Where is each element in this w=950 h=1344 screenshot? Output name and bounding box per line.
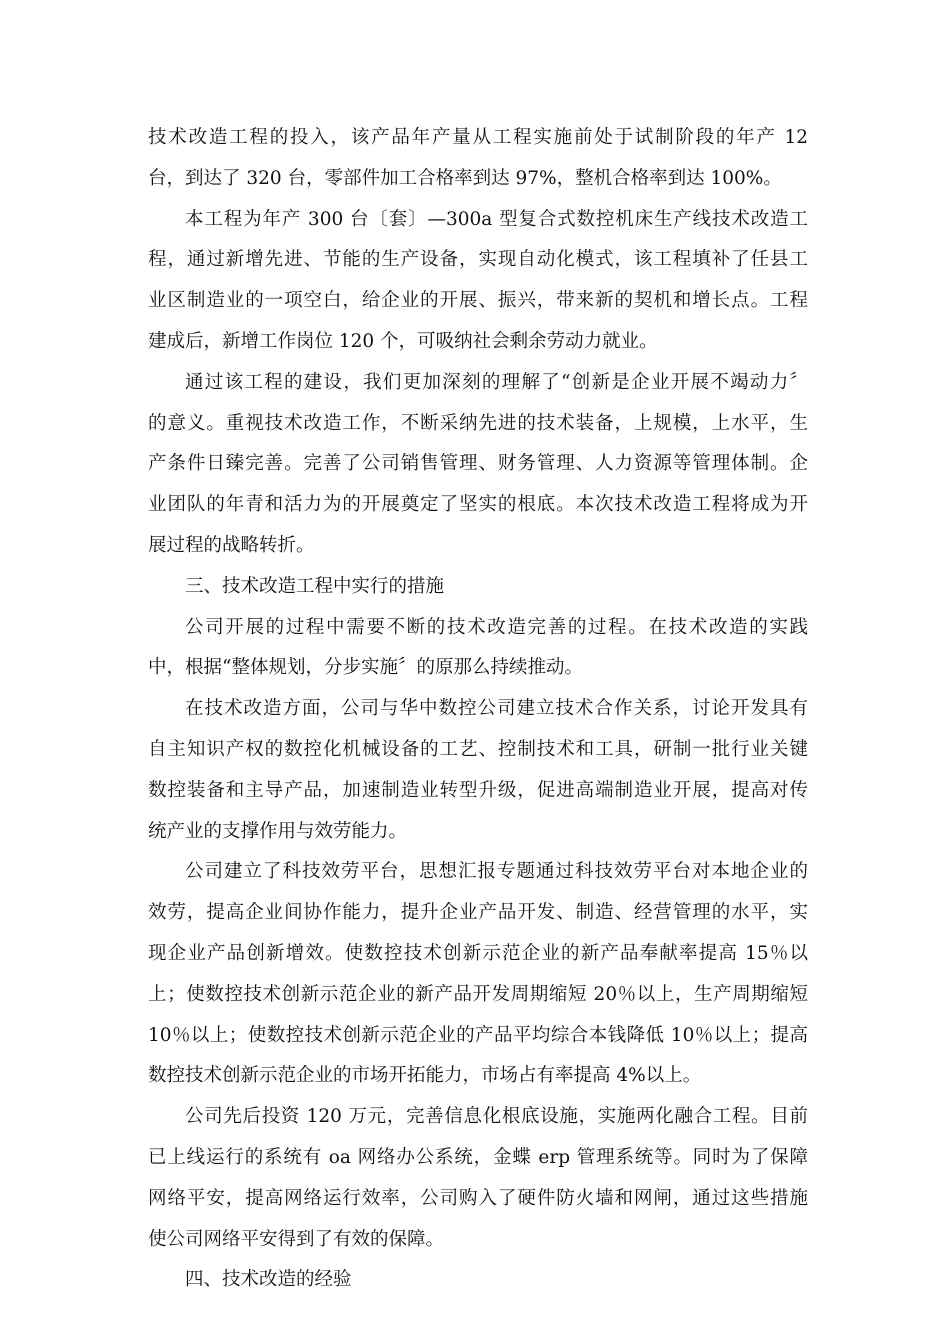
text-line: 业团队的年青和活力为的开展奠定了坚实的根底。本次技术改造工程将成为开 xyxy=(148,494,808,516)
text-line: 现企业产品创新增效。使数控技术创新示范企业的新产品奉献率提高 15％以 xyxy=(148,942,808,964)
heading-text: 三、技术改造工程中实行的措施 xyxy=(185,575,445,597)
paragraph xyxy=(148,118,808,200)
text-line: 上；使数控技术创新示范企业的新产品开发周期缩短 20％以上，生产周期缩短 xyxy=(148,983,808,1005)
text-line: 公司建立了科技效劳平台，思想汇报专题通过科技效劳平台对本地企业的 xyxy=(185,861,808,883)
text-line: 技术改造工程的投入，该产品年产量从工程实施前处于试制阶段的年产 12 xyxy=(148,127,808,148)
paragraph xyxy=(148,608,808,690)
text-line: 数控技术创新示范企业的市场开拓能力，市场占有率提高 4%以上。 xyxy=(148,1065,702,1087)
section-heading xyxy=(148,1260,808,1301)
text-line: 数控装备和主导产品，加速制造业转型升级，促进高端制造业开展，提高对传 xyxy=(148,779,808,801)
text-line: 中，根据“整体规划，分步实施〞的原那么持续推动。 xyxy=(148,657,583,679)
paragraph xyxy=(148,689,808,852)
paragraph xyxy=(148,200,808,363)
text-line: 建成后，新增工作岗位 120 个，可吸纳社会剩余劳动力就业。 xyxy=(148,330,658,352)
text-line: 的意义。重视技术改造工作，不断采纳先进的技术装备，上规模，上水平，生 xyxy=(148,412,808,434)
text-line: 展过程的战略转折。 xyxy=(148,534,315,556)
document-body xyxy=(148,118,808,1301)
text-line: 网络平安，提高网络运行效率，公司购入了硬件防火墙和网闸，通过这些措施 xyxy=(148,1187,808,1209)
text-line: 使公司网络平安得到了有效的保障。 xyxy=(148,1228,445,1250)
text-line: 程，通过新增先进、节能的生产设备，实现自动化模式，该工程填补了任县工 xyxy=(148,249,808,271)
heading-text: 四、技术改造的经验 xyxy=(185,1269,352,1291)
text-line: 已上线运行的系统有 oa 网络办公系统，金蝶 erp 管理系统等。同时为了保障 xyxy=(148,1146,808,1168)
section-heading xyxy=(148,567,808,608)
text-line: 在技术改造方面，公司与华中数控公司建立技术合作关系，讨论开发具有 xyxy=(185,698,808,720)
text-line: 自主知识产权的数控化机械设备的工艺、控制技术和工具，研制一批行业关键 xyxy=(148,738,808,760)
text-line: 公司先后投资 120 万元，完善信息化根底设施，实施两化融合工程。目前 xyxy=(185,1106,808,1128)
text-line: 产条件日臻完善。完善了公司销售管理、财务管理、人力资源等管理体制。企 xyxy=(148,453,808,475)
text-line: 业区制造业的一项空白，给企业的开展、振兴，带来新的契机和增长点。工程 xyxy=(148,290,808,312)
paragraph xyxy=(148,363,808,567)
text-line: 公司开展的过程中需要不断的技术改造完善的过程。在技术改造的实践 xyxy=(185,616,808,638)
text-line: 统产业的支撑作用与效劳能力。 xyxy=(148,820,408,842)
text-line: 效劳，提高企业间协作能力，提升企业产品开发、制造、经营管理的水平，实 xyxy=(148,902,808,924)
text-line: 本工程为年产 300 台〔套〕—300a 型复合式数控机床生产线技术改造工 xyxy=(185,208,808,230)
text-line: 台，到达了 320 台，零部件加工合格率到达 97%，整机合格率到达 100%。 xyxy=(148,167,782,189)
text-line: 通过该工程的建设，我们更加深刻的理解了“创新是企业开展不竭动力〞 xyxy=(185,371,808,393)
paragraph xyxy=(148,852,808,1097)
paragraph xyxy=(148,1097,808,1260)
text-line: 10％以上；使数控技术创新示范企业的产品平均综合本钱降低 10％以上；提高 xyxy=(148,1024,808,1046)
